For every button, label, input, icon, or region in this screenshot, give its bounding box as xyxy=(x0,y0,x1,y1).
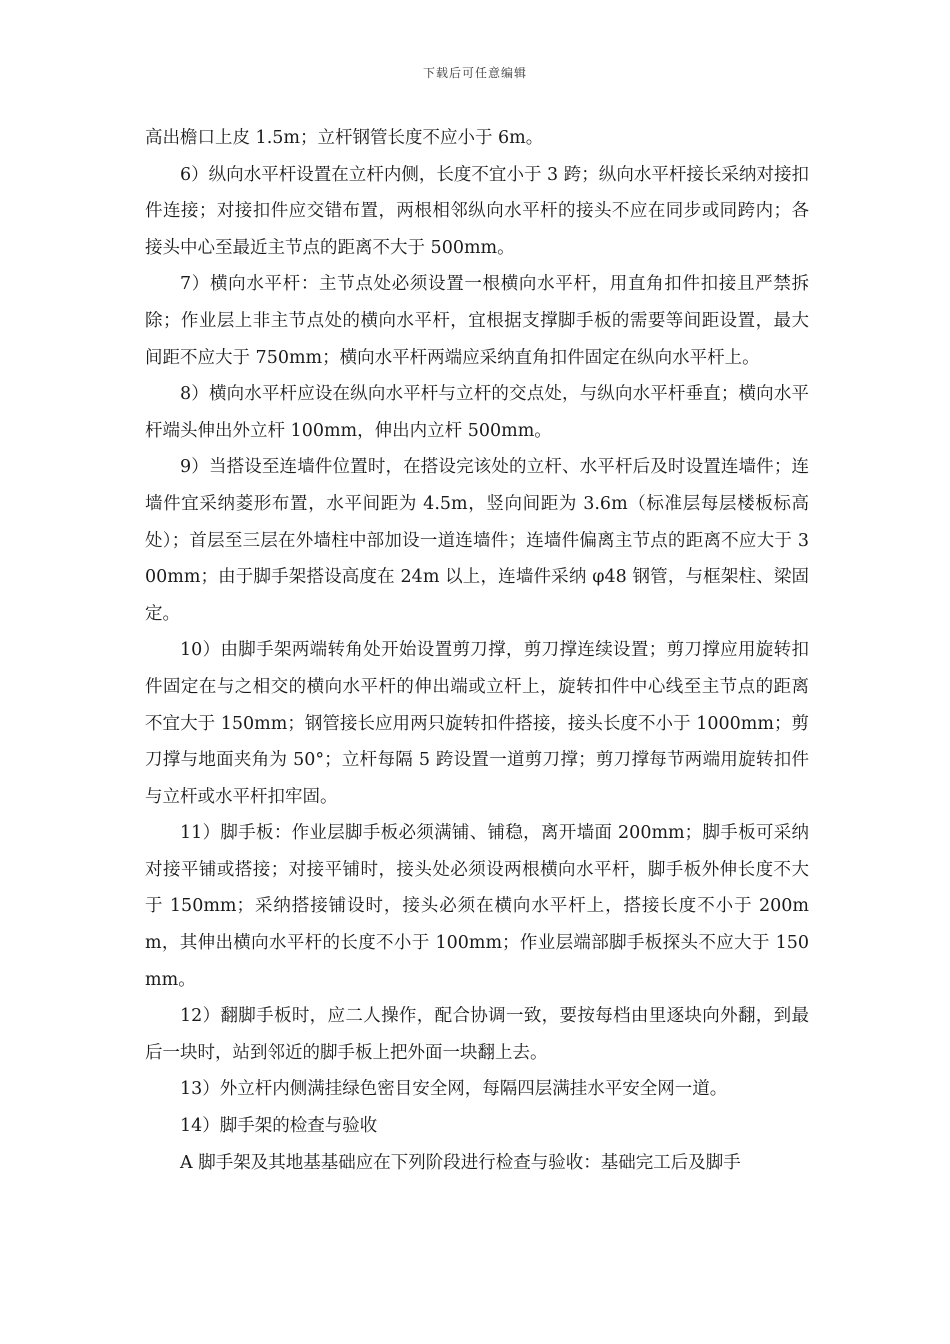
paragraph-item-11: 11）脚手板：作业层脚手板必须满铺、铺稳，离开墙面 200mm；脚手板可采纳对接平铺或搭接；对接平铺时，接头处必须设两根横向水平杆，脚手板外伸长度不大于 150mm；采纳搭接铺设时，接头必须在横向水平杆上，搭接长度不小于 200mm，其伸出横向水平杆的长度不小于 100mm；作业层端部脚手板探头不应大于 150mm。 xyxy=(145,823,809,990)
paragraph-item-12: 12）翻脚手板时，应二人操作，配合协调一致，要按每档由里逐块向外翻，到最后一块时，站到邻近的脚手板上把外面一块翻上去。 xyxy=(145,1006,809,1063)
paragraph-item-7: 7）横向水平杆：主节点处必须设置一根横向水平杆，用直角扣件扣接且严禁拆除；作业层上非主节点处的横向水平杆，宜根据支撑脚手板的需要等间距设置，最大间距不应大于 750mm；横向水平杆两端应采纳直角扣件固定在纵向水平杆上。 xyxy=(145,274,809,368)
document-body xyxy=(145,120,809,1181)
paragraph-item-14a: A 脚手架及其地基基础应在下列阶段进行检查与验收：基础完工后及脚手 xyxy=(180,1152,741,1173)
paragraph-continuation: 高出檐口上皮 1.5m；立杆钢管长度不应小于 6m。 xyxy=(145,128,544,148)
paragraph-item-6: 6）纵向水平杆设置在立杆内侧，长度不宜小于 3 跨；纵向水平杆接长采纳对接扣件连接；对接扣件应交错布置，两根相邻纵向水平杆的接头不应在同步或同跨内；各接头中心至最近主节点的距离不大于 500mm。 xyxy=(145,164,809,258)
paragraph-item-13: 13）外立杆内侧满挂绿色密目安全网，每隔四层满挂水平安全网一道。 xyxy=(180,1079,728,1100)
page-header: 下载后可任意编辑 xyxy=(422,66,527,80)
paragraph-item-14: 14）脚手架的检查与验收 xyxy=(180,1116,378,1137)
paragraph-item-8: 8）横向水平杆应设在纵向水平杆与立杆的交点处，与纵向水平杆垂直；横向水平杆端头伸出外立杆 100mm，伸出内立杆 500mm。 xyxy=(145,384,809,441)
paragraph-item-10: 10）由脚手架两端转角处开始设置剪刀撑，剪刀撑连续设置；剪刀撑应用旋转扣件固定在与之相交的横向水平杆的伸出端或立杆上，旋转扣件中心线至主节点的距离不宜大于 150mm；钢管接长应用两只旋转扣件搭接，接头长度不小于 1000mm；剪刀撑与地面夹角为 50°；立杆每隔 5 跨设置一道剪刀撑；剪刀撑每节两端用旋转扣件与立杆或水平杆扣牢固。 xyxy=(145,640,809,807)
paragraph-item-9: 9）当搭设至连墙件位置时，在搭设完该处的立杆、水平杆后及时设置连墙件；连墙件宜采纳菱形布置，水平间距为 4.5m，竖向间距为 3.6m（标准层每层楼板标高处）；首层至三层在外墙柱中部加设一道连墙件；连墙件偏离主节点的距离不应大于 300mm；由于脚手架搭设高度在 24m 以上，连墙件采纳 φ48 钢管，与框架柱、梁固定。 xyxy=(145,457,809,624)
